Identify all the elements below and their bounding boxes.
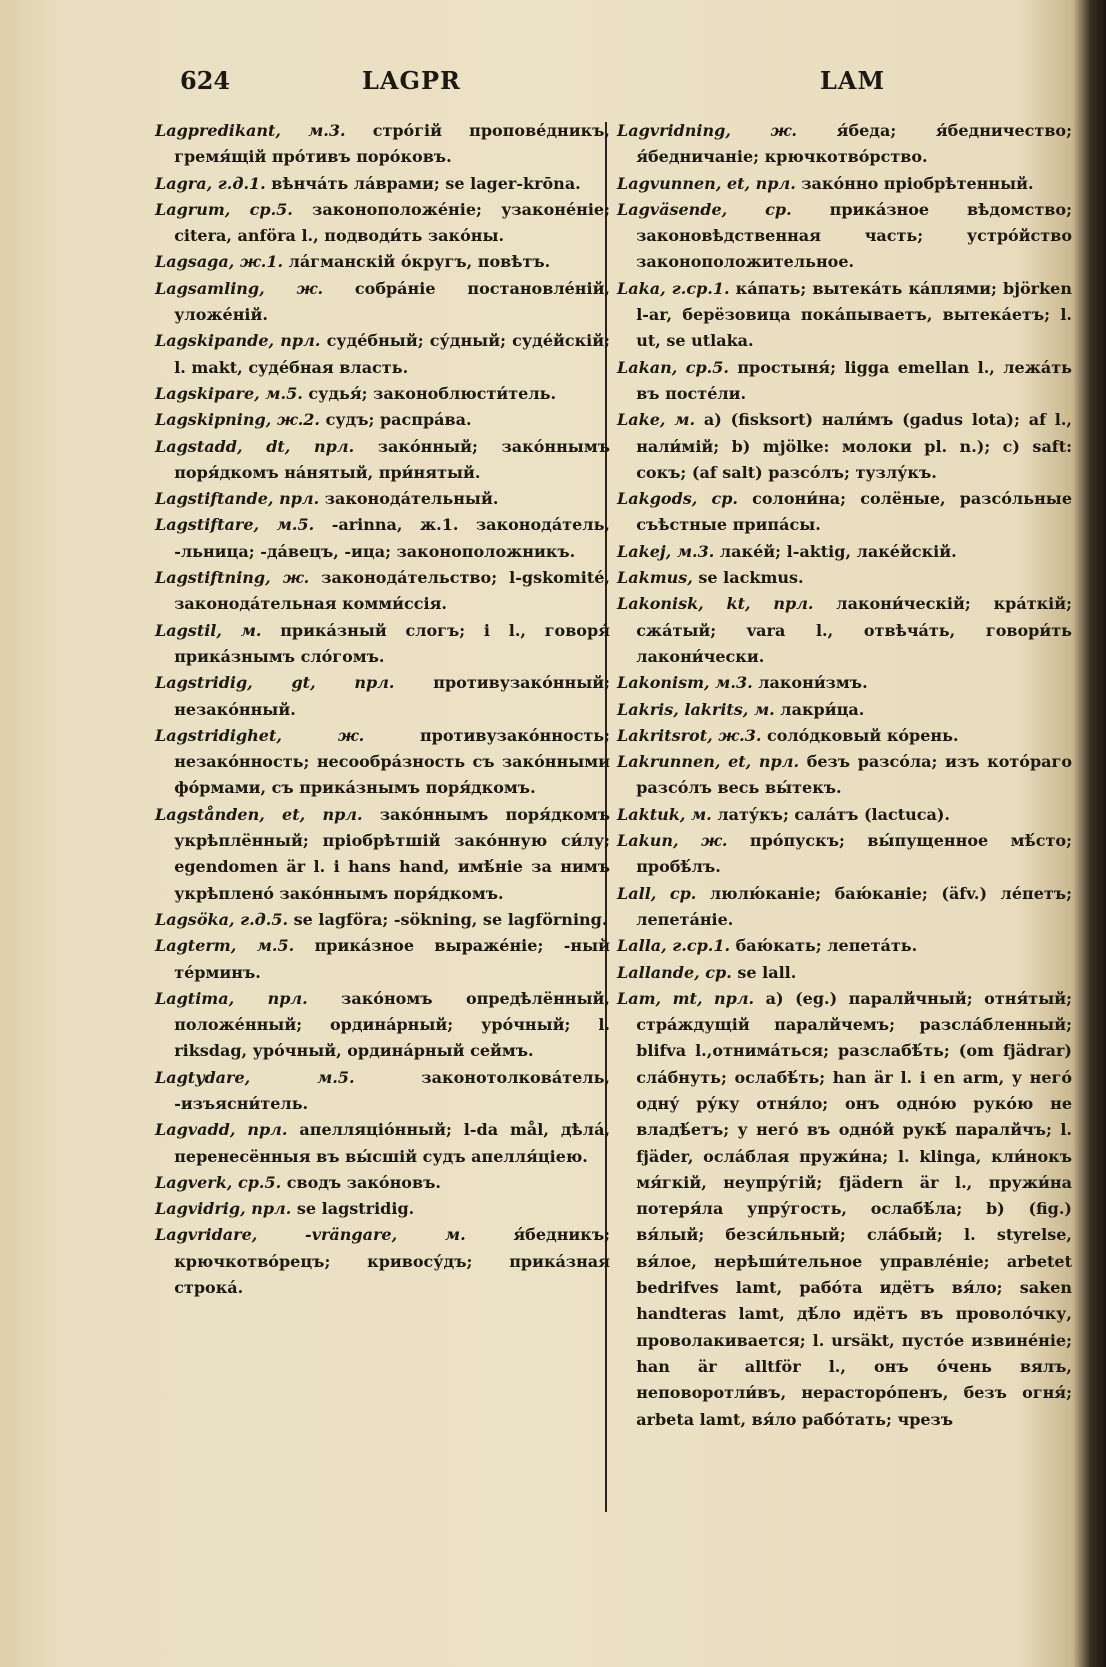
definition: зако́нно пріобрѣтенный. bbox=[795, 173, 1034, 193]
grammar-label: ср. bbox=[697, 489, 738, 509]
grammar-label: прл. bbox=[750, 594, 814, 614]
grammar-label: прл. bbox=[274, 331, 321, 351]
headword: Lakgods, bbox=[617, 489, 698, 509]
dictionary-entry bbox=[155, 618, 610, 671]
definition: стро́гій пропове́дникъ, гремя́щій про́тивъ поро́ковъ. bbox=[174, 121, 611, 167]
grammar-label: ср.5. bbox=[230, 199, 293, 219]
headword: Lagrum, bbox=[155, 199, 231, 219]
dictionary-entry bbox=[617, 565, 1072, 591]
dictionary-entry bbox=[617, 828, 1072, 881]
dictionary-entry bbox=[155, 486, 610, 512]
headword: Lakan, bbox=[617, 357, 678, 377]
dictionary-entry bbox=[155, 407, 610, 433]
headword: Laktuk, bbox=[617, 804, 686, 824]
grammar-label: м.3. bbox=[280, 121, 346, 140]
right-column bbox=[617, 118, 1072, 1433]
dictionary-entry bbox=[617, 933, 1072, 959]
headword: Lakritsrot, bbox=[617, 725, 713, 745]
definition: зако́нный; зако́ннымъ поря́дкомъ на́нятый, при́нятый. bbox=[174, 436, 611, 482]
headword: Lallande, bbox=[617, 962, 700, 982]
headword: Lagstiftare, bbox=[155, 515, 260, 535]
dictionary-entry bbox=[155, 171, 610, 197]
dictionary-entry bbox=[155, 723, 610, 802]
dictionary-entry bbox=[155, 197, 610, 250]
headword: Lagstil, bbox=[155, 620, 222, 640]
headword: Lakris, lakrits, bbox=[617, 699, 749, 719]
grammar-label: ж.3. bbox=[712, 725, 762, 745]
grammar-label: ж. bbox=[264, 278, 324, 298]
definition: баю́кать; лепета́ть. bbox=[730, 936, 918, 956]
definition: прика́зный слогъ; i l., говоря́ прика́знымъ сло́гомъ. bbox=[174, 620, 610, 666]
definition: законода́тельство; l-gskomité, законода́тельная комми́ссія. bbox=[174, 568, 610, 614]
dictionary-entry bbox=[155, 328, 610, 381]
grammar-label: прл. bbox=[315, 673, 395, 693]
dictionary-entry bbox=[617, 723, 1072, 749]
definition: я́бедникъ; крючкотво́рецъ; кривосу́дъ; прика́зная строка́. bbox=[174, 1225, 611, 1298]
dictionary-entry bbox=[155, 249, 610, 275]
headword: Lagsaga, bbox=[155, 252, 235, 272]
headword: Lagvadd, bbox=[155, 1120, 236, 1140]
definition: соло́дковый ко́рень. bbox=[761, 725, 959, 745]
definition: сводъ зако́новъ. bbox=[281, 1172, 441, 1192]
dictionary-entry bbox=[617, 749, 1072, 802]
definition: судья́; законоблюсти́тель. bbox=[302, 383, 557, 403]
dictionary-entry bbox=[155, 986, 610, 1065]
definition: про́пускъ; вы́пущенное мѣ́сто; пробѣ́лъ. bbox=[636, 831, 1073, 877]
grammar-label: ср. bbox=[656, 883, 697, 903]
definition: зако́ннымъ поря́дкомъ укрѣплённый; пріобрѣтшій зако́нную си́лу; egendomen är l. i hans hand, имѣ́ніе за нимъ укрѣплено́ зако́ннымъ поря́дкомъ. bbox=[174, 804, 610, 903]
definition: зако́номъ опредѣлённый, положе́нный; ордина́рный; уро́чный; l. riksdag, уро́чный, ордина́рный сеймъ. bbox=[174, 988, 610, 1061]
headword: Lagvunnen, et, bbox=[617, 173, 751, 193]
definition: se lall. bbox=[731, 962, 797, 982]
definition: ла́гманскій о́кругъ, повѣтъ. bbox=[283, 252, 551, 272]
headword: Lakun, bbox=[617, 831, 679, 851]
dictionary-entry bbox=[617, 407, 1072, 486]
grammar-label: ср.5. bbox=[677, 357, 729, 377]
definition: -arinna, ж.1. законода́тель, -льница; -да́вецъ, -ица; законоположникъ. bbox=[174, 515, 610, 561]
grammar-label: м.3. bbox=[709, 673, 753, 693]
dictionary-entry bbox=[155, 802, 610, 907]
left-column bbox=[155, 118, 610, 1301]
grammar-label: ж. bbox=[270, 568, 310, 588]
dictionary-entry bbox=[617, 355, 1072, 408]
running-header bbox=[0, 66, 1080, 100]
grammar-label: ж. bbox=[281, 725, 365, 745]
headword: Lagstridighet, bbox=[155, 725, 282, 745]
dictionary-entry bbox=[155, 434, 610, 487]
dictionary-entry bbox=[617, 171, 1072, 197]
headword: Lagsamling, bbox=[155, 278, 265, 298]
headword: Lagtydare, bbox=[155, 1067, 251, 1087]
headword: Lagskipare, bbox=[155, 383, 260, 403]
definition: se lackmus. bbox=[692, 568, 804, 588]
grammar-label: м. bbox=[221, 620, 262, 640]
grammar-label: прл. bbox=[245, 1199, 292, 1219]
headword: Lagra, bbox=[155, 173, 213, 193]
grammar-label: прл. bbox=[305, 804, 363, 824]
definition: собра́ніе постановле́ній, уложе́ній. bbox=[174, 278, 611, 325]
dictionary-entry bbox=[155, 1170, 610, 1196]
definition: лакони́ческій; кра́ткій; сжа́тый; vara l., отвѣча́ть, говори́ть лакони́чески. bbox=[636, 594, 1073, 666]
headword: Lagtima, bbox=[155, 988, 235, 1008]
grammar-label: м. bbox=[665, 410, 696, 430]
dictionary-entry bbox=[617, 486, 1072, 539]
dictionary-entry bbox=[155, 276, 610, 329]
dictionary-entry bbox=[617, 197, 1072, 276]
definition: апелляціо́нный; l-da mål, дѣла́, перенесённыя въ вы́сшій судъ апелля́ціею. bbox=[174, 1120, 611, 1166]
definition: вѣнча́ть ла́врами; se lager-krōna. bbox=[265, 173, 581, 193]
grammar-label: прл. bbox=[702, 988, 755, 1008]
definition: лаке́й; l-aktig, лаке́йскій. bbox=[714, 541, 957, 561]
definition: противузако́нность; незако́нность; несообра́зность съ зако́нными фо́рмами, съ прика́знымъ поря́дкомъ. bbox=[174, 725, 610, 798]
left-running-head: LAGPR bbox=[362, 66, 461, 95]
headword: Lagstiftning, bbox=[155, 568, 271, 588]
definition: лакони́змъ. bbox=[752, 673, 868, 693]
grammar-label: ср.5. bbox=[232, 1172, 282, 1192]
grammar-label: м.5. bbox=[250, 1067, 355, 1087]
dictionary-entry bbox=[617, 986, 1072, 1433]
dictionary-entry bbox=[155, 933, 610, 986]
headword: Lagskipning, bbox=[155, 410, 272, 430]
headword: Lagverk, bbox=[155, 1172, 233, 1192]
definition: лакри́ца. bbox=[774, 699, 865, 719]
dictionary-entry bbox=[617, 670, 1072, 696]
grammar-label: м. bbox=[397, 1225, 466, 1245]
definition: безъ разсо́ла; изъ кото́раго разсо́лъ весь вы́текъ. bbox=[636, 752, 1072, 798]
dictionary-entry bbox=[617, 960, 1072, 986]
headword: Lagsöka, bbox=[155, 909, 235, 929]
grammar-label: м.5. bbox=[259, 383, 303, 403]
grammar-label: ср. bbox=[727, 199, 792, 219]
headword: Lagskipande, bbox=[155, 331, 275, 351]
headword: Lakmus, bbox=[617, 568, 693, 588]
dictionary-entry bbox=[155, 512, 610, 565]
definition: противузако́нный; незако́нный. bbox=[174, 673, 611, 719]
definition: лату́къ; сала́тъ (lactuca). bbox=[711, 804, 950, 824]
headword: Lakonisk, kt, bbox=[617, 594, 751, 614]
dictionary-entry bbox=[617, 118, 1072, 171]
headword: Lall, bbox=[617, 883, 657, 903]
grammar-label: г.д.1. bbox=[212, 173, 266, 193]
definition: судъ; распра́ва. bbox=[320, 410, 472, 430]
grammar-label: г.ср.1. bbox=[665, 278, 730, 298]
dictionary-entry bbox=[155, 670, 610, 723]
grammar-label: м.3. bbox=[671, 541, 715, 561]
definition: прика́зное выраже́ніе; -ный те́рминъ. bbox=[174, 936, 610, 982]
headword: Lagstiftande, bbox=[155, 489, 274, 509]
headword: Lalla, bbox=[617, 936, 667, 956]
grammar-label: г.д.5. bbox=[234, 909, 289, 929]
definition: a) (eg.) паралйчный; отня́тый; стра́ждущій паралйчемъ; разсла́бленный; blifva l.,отнима́ться; разслабѣ́ть; (om fjädrar) сла́бнуть; ослабѣ́ть; han är l. i en arm, у него́ одну́ ру́ку отня́ло; онъ одно́ю руко́ю не владѣ́етъ; у него́ въ одно́й рукѣ́ паралйчъ; l. fjäder, осла́блая пружи́на; l. klinga, кли́нокъ мя́гкій, неупру́гій; fjädern är l., пружи́на потеря́ла упру́гость, ослабѣ́ла; b) (fig.) вя́лый; безси́льный; сла́бый; l. styrelse, вя́лое, нерѣши́тельное управле́ніе; arbetet bedrifves lamt, рабо́та идётъ вя́ло; saken handteras lamt, дѣ́ло идётъ въ проволо́чку, проволакивается; l. ursäkt, пусто́е извине́ніе; han är alltför l., онъ о́чень вялъ, неповоротли́въ, нерасторо́пенъ, безъ огня́; arbeta lamt, вя́ло рабо́тать; чрезъ bbox=[636, 988, 1073, 1429]
headword: Lagterm, bbox=[155, 936, 237, 956]
definition: люлю́каніе; баю́каніе; (äfv.) ле́петъ; лепета́ніе. bbox=[636, 883, 1072, 929]
dictionary-entry bbox=[617, 539, 1072, 565]
definition: законотолкова́тель, -изъясни́тель. bbox=[174, 1067, 610, 1113]
grammar-label: м. bbox=[685, 804, 712, 824]
headword: Lagstånden, et, bbox=[155, 804, 306, 824]
dictionary-entry bbox=[617, 591, 1072, 670]
right-running-head: LAM bbox=[820, 66, 886, 95]
headword: Lake, bbox=[617, 410, 666, 430]
headword: Lagpredikant, bbox=[155, 121, 281, 140]
dictionary-entry bbox=[155, 1196, 610, 1222]
headword: Lagvridning, bbox=[617, 121, 731, 140]
headword: Lagväsende, bbox=[617, 199, 728, 219]
definition: солони́на; солёные, разсо́льные съѣстные припа́сы. bbox=[636, 489, 1072, 535]
page-number: 624 bbox=[180, 66, 231, 95]
dictionary-entry bbox=[155, 1065, 610, 1118]
grammar-label: м.5. bbox=[259, 515, 315, 535]
headword: Lagvidrig, bbox=[155, 1199, 246, 1219]
definition: ка́пать; вытека́ть ка́плями; björken l-ar, берёзовица пока́пываетъ, вытека́етъ; l. ut, se utlaka. bbox=[636, 278, 1072, 351]
definition: законоположе́ніе; узаконе́ніе; citera, anföra l., подводи́ть зако́ны. bbox=[174, 199, 610, 246]
dictionary-entry bbox=[155, 118, 610, 171]
dictionary-entry bbox=[155, 565, 610, 618]
definition: суде́бный; су́дный; суде́йскій; l. makt, суде́бная власть. bbox=[174, 331, 611, 377]
grammar-label: ср. bbox=[699, 962, 732, 982]
headword: Lam, mt, bbox=[617, 988, 703, 1008]
headword: Lakej, bbox=[617, 541, 672, 561]
dictionary-entry bbox=[617, 802, 1072, 828]
grammar-label: ж.2. bbox=[271, 410, 320, 430]
grammar-label: прл. bbox=[234, 988, 308, 1008]
headword: Laka, bbox=[617, 278, 666, 298]
headword: Lakrunnen, et, bbox=[617, 752, 752, 772]
grammar-label: ж.1. bbox=[234, 252, 284, 272]
dictionary-entry bbox=[155, 381, 610, 407]
definition: я́беда; я́бедничество; я́бедничаніе; крючкотво́рство. bbox=[636, 121, 1073, 167]
grammar-label: прл. bbox=[750, 173, 796, 193]
definition: законода́тельный. bbox=[319, 489, 499, 509]
headword: Lagstridig, gt, bbox=[155, 673, 316, 693]
dictionary-entry bbox=[155, 907, 610, 933]
grammar-label: м.5. bbox=[236, 936, 295, 956]
headword: Lagvridare, -vrängare, bbox=[155, 1225, 398, 1245]
grammar-label: м. bbox=[748, 699, 775, 719]
grammar-label: г.ср.1. bbox=[666, 936, 731, 956]
dictionary-entry bbox=[155, 1222, 610, 1301]
definition: прика́зное вѣдомство; законовѣдственная часть; устро́йство законоположительное. bbox=[636, 199, 1072, 272]
grammar-label: прл. bbox=[751, 752, 800, 772]
definition: простыня́; ligga emellan l., лежа́ть въ посте́ли. bbox=[636, 357, 1072, 403]
definition: se lagföra; -sökning, se lagförning. bbox=[288, 909, 608, 929]
grammar-label: ж. bbox=[678, 831, 728, 851]
dictionary-entry bbox=[617, 276, 1072, 355]
dictionary-entry bbox=[617, 881, 1072, 934]
definition: se lagstridig. bbox=[291, 1199, 415, 1219]
definition: a) (fisksort) нали́мъ (gadus lota); af l., нали́мій; b) mjölke: молоки pl. n.); c) saft: сокъ; (af salt) разсо́лъ; тузлу́къ. bbox=[636, 410, 1072, 482]
dictionary-entry bbox=[155, 1117, 610, 1170]
grammar-label: ж. bbox=[730, 121, 797, 140]
dictionary-entry bbox=[617, 697, 1072, 723]
headword: Lagstadd, dt, bbox=[155, 436, 291, 456]
grammar-label: прл. bbox=[290, 436, 355, 456]
grammar-label: прл. bbox=[273, 489, 320, 509]
grammar-label: прл. bbox=[235, 1120, 288, 1140]
headword: Lakonism, bbox=[617, 673, 710, 693]
